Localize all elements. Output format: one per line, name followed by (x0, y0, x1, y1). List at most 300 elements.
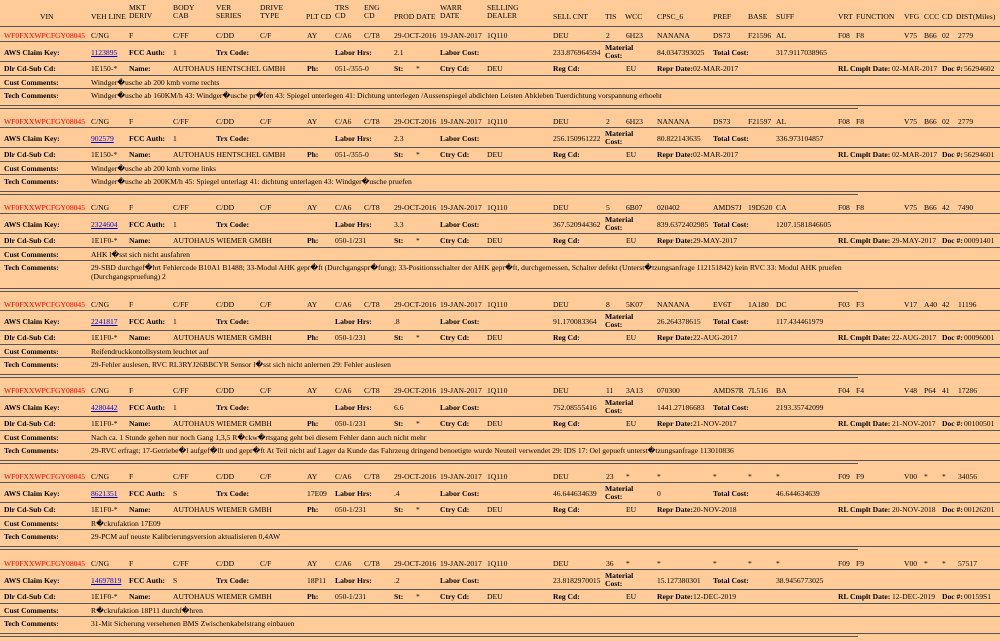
cpsc-6-value: 070300 (657, 386, 680, 395)
base-value: 1A180 (748, 300, 769, 309)
rl-cmplt-date-label: RL Cmplt Date: (838, 592, 891, 601)
labor-cost-value: 752.08555416 (553, 403, 597, 412)
dealer-name-value: AUTOHAUS HENTSCHEL GMBH (173, 64, 286, 73)
ccc-value: B66 (924, 117, 937, 126)
tech-comments-row (0, 88, 1000, 105)
reg-cd-label: Reg Cd: (553, 505, 580, 514)
rl-cmplt-date-value: 02-MAR-2017 (892, 64, 938, 73)
reg-cd-value: EU (626, 64, 637, 73)
claim-key-link[interactable]: 14697819 (91, 576, 122, 585)
column-header-row (0, 0, 1000, 27)
function-value: F8 (856, 31, 865, 40)
cust-comments-label: Cust Comments: (4, 250, 59, 259)
selling-dealer-value: 1Q110 (487, 203, 508, 212)
drive-type-value: C/F (260, 472, 272, 481)
pref-value: * (713, 559, 717, 568)
state-label: St: (394, 419, 404, 428)
base-value: * (748, 472, 752, 481)
doc-value: 00100501 (964, 419, 995, 428)
ctry-cd-value: DEU (487, 236, 503, 245)
aws-claim-key-label: AWS Claim Key: (4, 220, 60, 229)
claim-key-link[interactable]: 1123895 (91, 48, 118, 57)
trs-cd-value: C/A6 (335, 31, 352, 40)
cust-comments-row (0, 344, 1000, 357)
function-value: F8 (856, 203, 865, 212)
body-cab-value: C/FF (173, 203, 189, 212)
tech-comments-label: Tech Comments: (4, 360, 59, 369)
dlr-cd-label: Dlr Cd-Sub Cd: (4, 150, 56, 159)
rl-cmplt-date-value: 02-MAR-2017 (892, 150, 938, 159)
tech-comments-label: Tech Comments: (4, 263, 59, 272)
claim-key-link[interactable]: 8621351 (91, 489, 118, 498)
plt-cd-value: AY (307, 300, 318, 309)
material-cost-label: Material Cost: (605, 571, 634, 588)
rl-cmplt-date-value: 20-NOV-2018 (892, 505, 936, 514)
aws-claim-key-label: AWS Claim Key: (4, 134, 60, 143)
cust-comments-label: Cust Comments: (4, 347, 59, 356)
veh-line-value: C/NG (91, 300, 110, 309)
ctry-cd-value: DEU (487, 150, 503, 159)
rl-cmplt-date-label: RL Cmplt Date: (838, 333, 891, 342)
dist-value: 11196 (958, 300, 977, 309)
pref-value: DS73 (713, 31, 731, 40)
dlr-cd-value: 1E1F0-* (91, 236, 118, 245)
total-cost-value: 38.9456773025 (776, 576, 824, 585)
cd-value: * (942, 472, 946, 481)
mkt-deriv-value: F (129, 203, 134, 212)
trx-code-label: Trx Code: (216, 48, 249, 57)
trx-code-label: Trx Code: (216, 317, 249, 326)
vehicle-row (0, 113, 1000, 127)
dealer-name-label: Name: (129, 592, 151, 601)
reg-cd-label: Reg Cd: (553, 236, 580, 245)
repr-date-value: 22-AUG-2017 (693, 333, 738, 342)
total-cost-label: Total Cost: (713, 317, 749, 326)
phone-label: Ph: (307, 236, 319, 245)
eng-cd-value: C/T8 (364, 31, 380, 40)
suff-value: * (776, 472, 780, 481)
trs-cd-value: C/A6 (335, 203, 352, 212)
suff-value: CA (776, 203, 787, 212)
labor-hrs-value: 2.3 (394, 134, 404, 143)
claim-record (0, 382, 1000, 467)
warr-date-value: 19-JAN-2017 (440, 117, 482, 126)
cust-comments-label: Cust Comments: (4, 78, 59, 87)
reg-cd-value: EU (626, 419, 637, 428)
sell-cnt-value: DEU (553, 203, 569, 212)
tis-value: 5 (606, 203, 610, 212)
ccc-value: * (924, 472, 928, 481)
cust-comments-value: Reifendruckkontollsystem leuchtet auf (91, 347, 209, 356)
trx-code-label: Trx Code: (216, 576, 249, 585)
vehicle-row (0, 555, 1000, 569)
prod-date-value: 29-OCT-2016 (394, 386, 437, 395)
sell-cnt-value: DEU (553, 117, 569, 126)
cpsc-6-value: * (657, 472, 661, 481)
claim-record (0, 27, 1000, 112)
trx-code-label: Trx Code: (216, 403, 249, 412)
labor-hrs-label: Labor Hrs: (335, 403, 372, 412)
claim-key-link[interactable]: 2241817 (91, 317, 118, 326)
repr-date-label: Repr Date: (657, 419, 693, 428)
dealer-row (0, 330, 1000, 344)
sell-cnt-value: DEU (553, 472, 569, 481)
labor-cost-label: Labor Cost: (440, 576, 480, 585)
body-cab-value: C/FF (173, 386, 189, 395)
tech-comments-value: 29-RVC erfragt; 17-Getriebe�l aufgef�llt und gepr�ft At Teil nicht auf Lager da Kunde das Fahrzeug dringend benoetigte wurde Neuteil verwendet 29: IDS 17: Oel gepueft unterst�tzungsanfrage 113010836 (91, 446, 734, 455)
selling-dealer-value: 1Q110 (487, 559, 508, 568)
ctry-cd-label: Ctry Cd: (440, 150, 470, 159)
rl-cmplt-date-label: RL Cmplt Date: (838, 419, 891, 428)
selling-dealer-value: 1Q110 (487, 386, 508, 395)
vin-value: WF0FXXWPCFGY08045 (4, 117, 86, 126)
aws-claim-key-label: AWS Claim Key: (4, 403, 60, 412)
mkt-deriv-value: F (129, 31, 134, 40)
warr-date-value: 19-JAN-2017 (440, 300, 482, 309)
ctry-cd-label: Ctry Cd: (440, 419, 470, 428)
tech-comments-label: Tech Comments: (4, 532, 59, 541)
ver-series-value: C/DD (216, 472, 235, 481)
ctry-cd-value: DEU (487, 64, 503, 73)
labor-hrs-value: 3.3 (394, 220, 404, 229)
phone-value: 050-1/231 (335, 236, 367, 245)
function-value: F9 (856, 472, 865, 481)
eng-cd-value: C/T8 (364, 203, 380, 212)
suff-value: DC (776, 300, 787, 309)
state-label: St: (394, 505, 404, 514)
warr-date-value: 19-JAN-2017 (440, 203, 482, 212)
cust-comments-value: R�ckrufaktion 18P11 durchf�hren (91, 606, 203, 615)
vrt-value: F03 (838, 300, 850, 309)
vin-value: WF0FXXWPCFGY08045 (4, 559, 86, 568)
cust-comments-row (0, 430, 1000, 443)
rl-cmplt-date-value: 12-DEC-2019 (892, 592, 936, 601)
claim-record (0, 113, 1000, 198)
col-tis: TIS (605, 12, 617, 21)
trs-cd-value: C/A6 (335, 300, 352, 309)
claim-row (0, 310, 1000, 330)
claim-row (0, 41, 1000, 61)
col-selling-dealer: SELLING DEALER (487, 3, 519, 20)
total-cost-value: 1207.1581846605 (776, 220, 832, 229)
doc-label: Doc #: (942, 64, 963, 73)
vehicle-row (0, 27, 1000, 41)
function-value: F4 (856, 386, 865, 395)
ver-series-value: C/DD (216, 559, 235, 568)
phone-value: 050-1/231 (335, 592, 367, 601)
wcc-value: 3A13 (626, 386, 643, 395)
cd-value: 02 (942, 31, 950, 40)
col-mkt-deriv: MKT DERIV (129, 3, 153, 20)
dist-value: 57517 (958, 559, 977, 568)
tech-comments-row (0, 529, 1000, 546)
dlr-cd-value: 1E1F0-* (91, 333, 118, 342)
material-cost-value: 26.264378615 (657, 317, 701, 326)
fcc-auth-label: FCC Auth: (129, 220, 166, 229)
state-value: * (416, 236, 420, 245)
base-value: 19D520 (748, 203, 773, 212)
body-cab-value: C/FF (173, 31, 189, 40)
state-label: St: (394, 236, 404, 245)
dealer-row (0, 147, 1000, 161)
dealer-name-value: AUTOHAUS HENTSCHEL GMBH (173, 150, 286, 159)
col-function: FUNCTION (856, 12, 895, 21)
phone-label: Ph: (307, 505, 319, 514)
col-vrt: VRT (838, 12, 853, 21)
tis-value: 23 (606, 472, 614, 481)
repr-date-label: Repr Date: (657, 333, 693, 342)
claim-row (0, 569, 1000, 589)
labor-hrs-label: Labor Hrs: (335, 220, 372, 229)
labor-cost-value: 233.876964594 (553, 48, 601, 57)
cust-comments-label: Cust Comments: (4, 606, 59, 615)
labor-cost-label: Labor Cost: (440, 317, 480, 326)
repr-date-label: Repr Date: (657, 64, 693, 73)
total-cost-label: Total Cost: (713, 134, 749, 143)
ctry-cd-label: Ctry Cd: (440, 505, 470, 514)
vin-value: WF0FXXWPCFGY08045 (4, 31, 86, 40)
dlr-cd-value: 1E1F0-* (91, 505, 118, 514)
fcc-auth-label: FCC Auth: (129, 489, 166, 498)
rl-cmplt-date-label: RL Cmplt Date: (838, 236, 891, 245)
cust-comments-row (0, 603, 1000, 616)
vrt-value: F09 (838, 559, 850, 568)
tech-comments-label: Tech Comments: (4, 177, 59, 186)
tis-value: 8 (606, 300, 610, 309)
col-ver-series: VER SERIES (216, 3, 242, 20)
fcc-auth-value: 1 (173, 220, 177, 229)
col-trs-cd: TRS CD (335, 3, 349, 20)
pref-value: * (713, 472, 717, 481)
dealer-name-label: Name: (129, 64, 151, 73)
claim-key-link[interactable]: 902579 (91, 134, 114, 143)
claim-record (0, 296, 1000, 381)
fcc-auth-value: S (173, 489, 178, 498)
col-drive-type: DRIVE TYPE (260, 3, 284, 20)
cust-comments-row (0, 516, 1000, 529)
rl-cmplt-date-label: RL Cmplt Date: (838, 150, 891, 159)
ccc-value: * (924, 559, 928, 568)
repr-date-label: Repr Date: (657, 150, 693, 159)
dealer-row (0, 416, 1000, 430)
dealer-row (0, 233, 1000, 247)
vfg-value: V00 (904, 472, 918, 481)
cust-comments-value: R�ckrufaktion 17E09 (91, 519, 161, 528)
wcc-value: 6B07 (626, 203, 643, 212)
mkt-deriv-value: F (129, 472, 134, 481)
tech-comments-value: Windger�usche ab 200KM/h 45: Spiegel unterlagt 41: dichtung unterlagen 43: Windger�usche pruefen (91, 177, 412, 186)
base-value: F21597 (748, 117, 772, 126)
pref-value: AMDS7R (713, 386, 744, 395)
col-sell-cnt: SELL CNT (553, 12, 588, 21)
wcc-value: * (626, 559, 630, 568)
prod-date-value: 29-OCT-2016 (394, 472, 437, 481)
labor-cost-value: 91.170083364 (553, 317, 597, 326)
rl-cmplt-date-label: RL Cmplt Date: (838, 64, 891, 73)
veh-line-value: C/NG (91, 117, 110, 126)
dist-value: 7490 (958, 203, 974, 212)
state-value: * (416, 150, 420, 159)
total-cost-value: 317.9117038965 (776, 48, 827, 57)
dlr-cd-label: Dlr Cd-Sub Cd: (4, 236, 56, 245)
labor-hrs-value: 6.6 (394, 403, 404, 412)
material-cost-label: Material Cost: (605, 398, 634, 415)
sell-cnt-value: DEU (553, 31, 569, 40)
fcc-auth-label: FCC Auth: (129, 48, 166, 57)
vfg-value: V17 (904, 300, 918, 309)
trs-cd-value: C/A6 (335, 386, 352, 395)
vehicle-row (0, 199, 1000, 213)
labor-cost-label: Labor Cost: (440, 403, 480, 412)
total-cost-label: Total Cost: (713, 403, 749, 412)
ctry-cd-label: Ctry Cd: (440, 592, 470, 601)
repr-date-value: 02-MAR-2017 (693, 64, 739, 73)
trx-code-value: 18P11 (307, 576, 327, 585)
col-pref: PREF (713, 12, 732, 21)
doc-value: 00159S1 (964, 592, 992, 601)
doc-label: Doc #: (942, 419, 963, 428)
vrt-value: F04 (838, 386, 850, 395)
reg-cd-value: EU (626, 592, 637, 601)
labor-hrs-label: Labor Hrs: (335, 576, 372, 585)
labor-hrs-value: .4 (394, 489, 400, 498)
col-veh-line: VEH LINE (91, 12, 126, 21)
wcc-value: * (626, 472, 630, 481)
ctry-cd-value: DEU (487, 419, 503, 428)
wcc-value: 6H23 (626, 31, 643, 40)
phone-label: Ph: (307, 64, 319, 73)
pref-value: EV6T (713, 300, 732, 309)
doc-value: 00096001 (964, 333, 995, 342)
dlr-cd-label: Dlr Cd-Sub Cd: (4, 505, 56, 514)
fcc-auth-value: 1 (173, 317, 177, 326)
vin-value: WF0FXXWPCFGY08045 (4, 472, 86, 481)
drive-type-value: C/F (260, 31, 272, 40)
cust-comments-value: AHK l�sst sich nicht ausfahren (91, 250, 190, 259)
veh-line-value: C/NG (91, 386, 110, 395)
tis-value: 2 (606, 31, 610, 40)
cust-comments-row (0, 75, 1000, 88)
ctry-cd-label: Ctry Cd: (440, 236, 470, 245)
reg-cd-label: Reg Cd: (553, 64, 580, 73)
labor-cost-value: 23.8182970015 (553, 576, 601, 585)
claim-key-link[interactable]: 4280442 (91, 403, 118, 412)
labor-hrs-value: .2 (394, 576, 400, 585)
plt-cd-value: AY (307, 559, 318, 568)
doc-value: 56294601 (964, 150, 995, 159)
warr-date-value: 19-JAN-2017 (440, 386, 482, 395)
tech-comments-row (0, 443, 1000, 460)
cpsc-6-value: NANANA (657, 117, 690, 126)
dealer-row (0, 589, 1000, 603)
phone-label: Ph: (307, 150, 319, 159)
cust-comments-row (0, 247, 1000, 260)
state-label: St: (394, 150, 404, 159)
col-body-cab: BODY CAB (173, 3, 195, 20)
state-label: St: (394, 64, 404, 73)
ccc-value: A40 (924, 300, 938, 309)
ccc-value: P64 (924, 386, 936, 395)
labor-cost-value: 46.644634639 (553, 489, 597, 498)
base-value: * (748, 559, 752, 568)
body-cab-value: C/FF (173, 300, 189, 309)
vfg-value: V48 (904, 386, 918, 395)
veh-line-value: C/NG (91, 203, 110, 212)
labor-hrs-label: Labor Hrs: (335, 317, 372, 326)
labor-cost-value: 367.520944362 (553, 220, 601, 229)
doc-label: Doc #: (942, 505, 963, 514)
labor-cost-label: Labor Cost: (440, 489, 480, 498)
cust-comments-value: Windger�usche ab 200 kmh vorne links (91, 164, 216, 173)
eng-cd-value: C/T8 (364, 300, 380, 309)
tech-comments-value: 29-SBD durchgef�hrt Fehlercode B10A1 B1488; 33-Modul AHK gepr�ft (Durchgangspr�fung); 33-Positionsschalter der AHK gepr�ft, durchgemessen, Schalter defekt (Unterst�tzungsanfrage 112151842) kein RVC 33: Modul AHK pruefen (Durchgangspruefung) 2 (91, 263, 842, 281)
dlr-cd-value: 1E1F0-* (91, 419, 118, 428)
suff-value: AL (776, 31, 787, 40)
col-dist: DIST(Miles) (956, 12, 996, 21)
total-cost-value: 336.973104857 (776, 134, 824, 143)
plt-cd-value: AY (307, 117, 318, 126)
labor-hrs-label: Labor Hrs: (335, 134, 372, 143)
veh-line-value: C/NG (91, 472, 110, 481)
wcc-value: 6H23 (626, 117, 643, 126)
ctry-cd-label: Ctry Cd: (440, 333, 470, 342)
claim-row (0, 213, 1000, 233)
eng-cd-value: C/T8 (364, 117, 380, 126)
repr-date-value: 02-MAR-2017 (693, 150, 739, 159)
tech-comments-label: Tech Comments: (4, 619, 59, 628)
doc-label: Doc #: (942, 333, 963, 342)
cpsc-6-value: NANANA (657, 31, 690, 40)
prod-date-value: 29-OCT-2016 (394, 559, 437, 568)
reg-cd-value: EU (626, 150, 637, 159)
plt-cd-value: AY (307, 203, 318, 212)
labor-hrs-label: Labor Hrs: (335, 489, 372, 498)
material-cost-label: Material Cost: (605, 312, 634, 329)
claim-key-link[interactable]: 2324604 (91, 220, 118, 229)
rl-cmplt-date-value: 22-AUG-2017 (892, 333, 937, 342)
tis-value: 36 (606, 559, 614, 568)
dlr-cd-value: 1E1F0-* (91, 592, 118, 601)
cd-value: * (942, 559, 946, 568)
col-vin: VIN (40, 12, 54, 21)
phone-value: 050-1/231 (335, 505, 367, 514)
repr-date-value: 20-NOV-2018 (693, 505, 737, 514)
labor-hrs-value: .8 (394, 317, 400, 326)
cd-value: 41 (942, 386, 950, 395)
cd-value: 02 (942, 117, 950, 126)
col-warr-date: WARR DATE (440, 3, 462, 20)
repr-date-label: Repr Date: (657, 505, 693, 514)
doc-label: Doc #: (942, 150, 963, 159)
repr-date-value: 12-DEC-2019 (693, 592, 737, 601)
plt-cd-value: AY (307, 472, 318, 481)
veh-line-value: C/NG (91, 31, 110, 40)
doc-value: 00091401 (964, 236, 995, 245)
vrt-value: F08 (838, 203, 850, 212)
mkt-deriv-value: F (129, 559, 134, 568)
prod-date-value: 29-OCT-2016 (394, 203, 437, 212)
base-value: 7L516 (748, 386, 768, 395)
mkt-deriv-value: F (129, 117, 134, 126)
material-cost-label: Material Cost: (605, 43, 634, 60)
pref-value: AMDS7J (713, 203, 742, 212)
ctry-cd-value: DEU (487, 333, 503, 342)
suff-value: BA (776, 386, 787, 395)
col-ccc: CCC (924, 12, 940, 21)
dealer-name-label: Name: (129, 333, 151, 342)
reg-cd-value: EU (626, 236, 637, 245)
dealer-row (0, 502, 1000, 516)
